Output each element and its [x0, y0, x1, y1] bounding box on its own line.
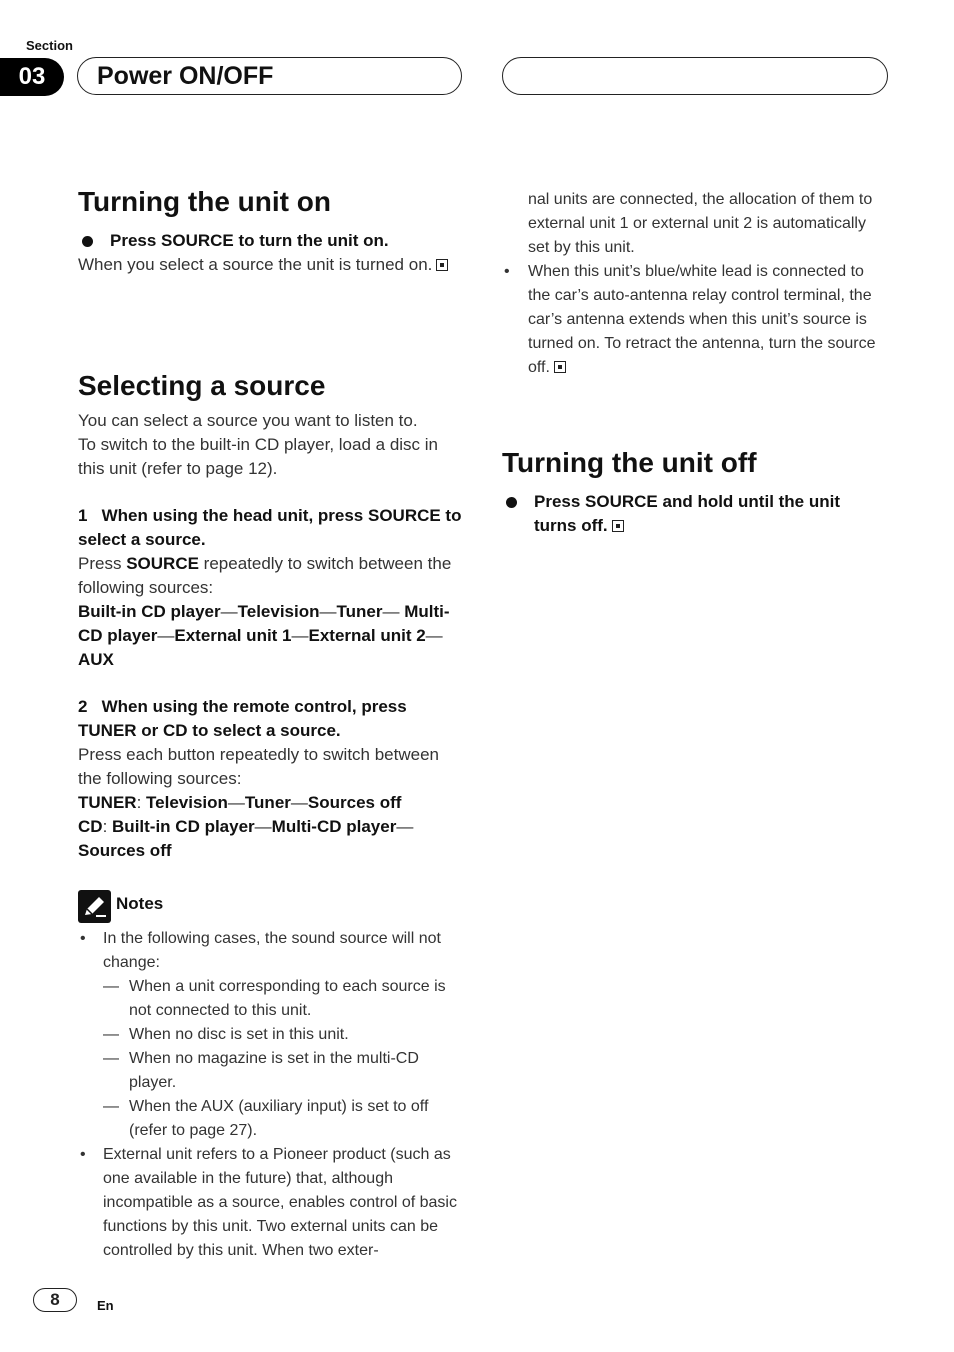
- turning-on-heading: Turning the unit on: [78, 186, 331, 217]
- section-label: Section: [26, 38, 73, 53]
- section-title: Power ON/OFF: [97, 62, 274, 90]
- note-dash-item: — When the AUX (auxiliary input) is set to off (refer to page 27).: [103, 1098, 429, 1139]
- bullet-dot-icon: [506, 497, 517, 508]
- note-item: • In the following cases, the sound source will not change:: [80, 930, 441, 971]
- cd-sequence: CD: Built-in CD player—Multi-CD player— Sources off: [78, 817, 414, 860]
- page-number: 8: [33, 1288, 77, 1312]
- selecting-source-section: [78, 369, 466, 863]
- end-mark-icon: [612, 520, 624, 532]
- end-mark-icon: [436, 259, 448, 271]
- tuner-sequence: TUNER: Television—Tuner—Sources off: [78, 793, 402, 812]
- bullet-dot-icon: [82, 236, 93, 247]
- selecting-intro-2: To switch to the built-in CD player, load a disc in this unit (refer to page 12).: [78, 435, 439, 478]
- note-dash-item: — When no disc is set in this unit.: [103, 1026, 349, 1043]
- notes-pencil-icon: [78, 890, 111, 923]
- notes-list-left: [78, 927, 468, 1263]
- note-item: • External unit refers to a Pioneer product (such as one available in the future) that, although incompatible as a source, enables control of basic functions by this unit. Two external units can be controlled by this unit. When two exter-: [80, 1146, 457, 1259]
- step2-title: 2 When using the remote control, press TUNER or CD to select a source.: [78, 697, 407, 740]
- note-item: • When this unit’s blue/white lead is connected to the car’s auto-antenna relay control terminal, the car’s antenna extends when this unit’s source is turned on. To retract the antenna, turn the source off.: [504, 263, 876, 376]
- note-dash-item: — When a unit corresponding to each source is not connected to this unit.: [103, 978, 446, 1019]
- step1-title: 1 When using the head unit, press SOURCE to select a source.: [78, 506, 462, 549]
- note-dash-item: — When no magazine is set in the multi-CD player.: [103, 1050, 419, 1091]
- selecting-intro-1: You can select a source you want to listen to.: [78, 411, 418, 430]
- turning-on-step: Press SOURCE to turn the unit on.: [78, 229, 466, 253]
- step1-body: Press SOURCE repeatedly to switch between the following sources:: [78, 554, 452, 597]
- notes-label: Notes: [116, 894, 164, 913]
- turning-off-section: [502, 446, 882, 538]
- section-number-badge: 03: [0, 58, 64, 96]
- header-right-frame: [502, 57, 888, 95]
- step2-body: Press each button repeatedly to switch between the following sources:: [78, 745, 439, 788]
- language-label: En: [97, 1298, 114, 1313]
- selecting-source-heading: Selecting a source: [78, 370, 326, 401]
- end-mark-icon: [554, 361, 566, 373]
- note-continuation: nal units are connected, the allocation of them to external unit 1 or external unit 2 is automatically set by this unit.: [528, 191, 873, 256]
- turning-on-section: [78, 185, 466, 277]
- notes-list-right: [502, 188, 887, 380]
- step1-source-sequence: Built-in CD player—Television—Tuner— Multi-CD player—External unit 1—External unit 2—AUX: [78, 602, 450, 669]
- turning-on-body: When you select a source the unit is turned on.: [78, 253, 466, 277]
- turning-off-heading: Turning the unit off: [502, 447, 757, 478]
- turning-off-step: Press SOURCE and hold until the unit turns off.: [502, 490, 882, 538]
